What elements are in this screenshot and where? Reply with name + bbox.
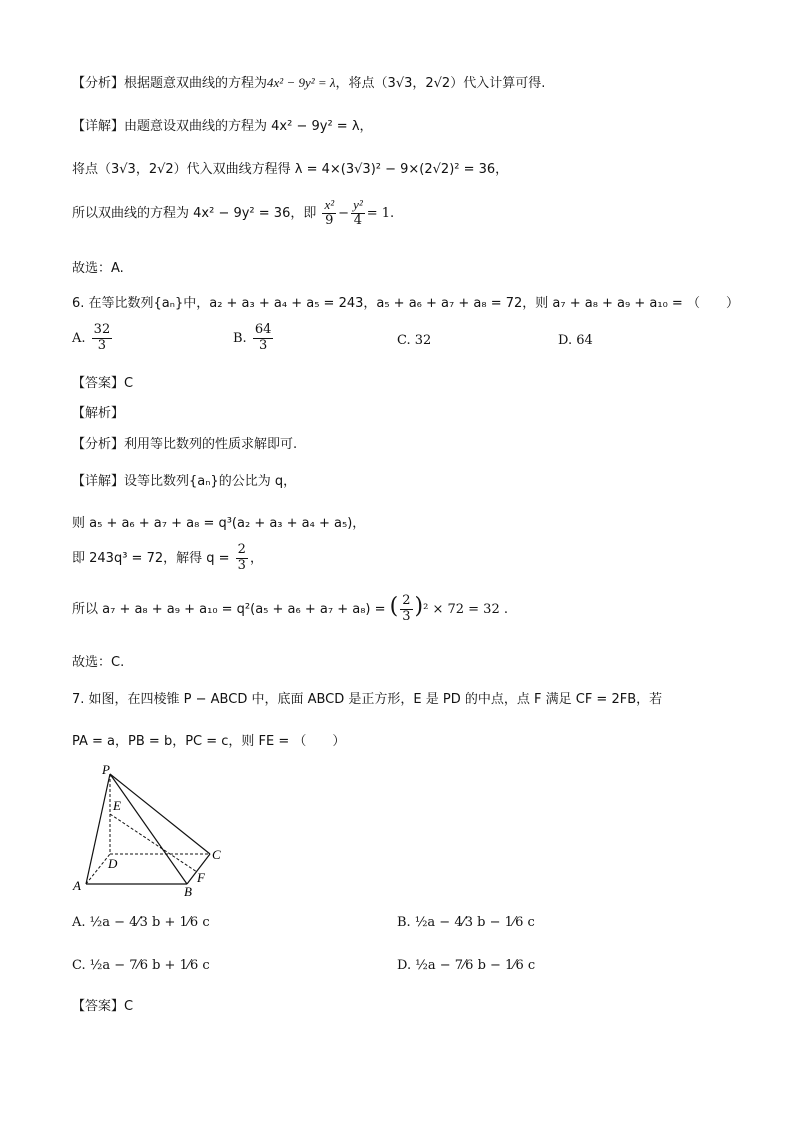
label-b: B [184,884,192,897]
q6-option-d: D. 64 [558,333,593,348]
option-label: B. [233,330,247,346]
explain-tag: 【解析】 [72,406,125,421]
label-a: A [73,878,81,893]
frac-denominator: 3 [258,337,268,353]
question-text: PA = a，PB = b，PC = c，则 FE = （ ） [72,734,346,749]
answer-line-q6 [72,372,133,391]
substitution-text: 将点（3√3，2√2）代入双曲线方程得 λ = 4×(3√3)² − 9×(2√2)² = 36， [72,162,509,177]
explain-line-q6 [72,402,124,421]
question-6-stem [72,292,739,311]
segment-ef [110,814,197,872]
choice-text: 故选：C. [72,655,125,670]
step-text: 所以 a₇ + a₈ + a₉ + a₁₀ = q²(a₅ + a₆ + a₇ + a₈) = [72,602,386,617]
frac-denominator: 3 [97,337,107,353]
answer-tag: 【答案】 [72,999,125,1014]
left-paren: ( [389,594,399,619]
frac-numerator: 64 [254,322,272,337]
detail-line-q5 [72,115,373,134]
detail-text: 设等比数列{aₙ}的公比为 q， [124,474,297,489]
frac-denominator: 4 [353,212,363,228]
edge-pc [110,774,210,854]
detail-tag: 【详解】 [72,119,125,134]
frac-numerator: 32 [93,322,111,337]
analysis-line-q5 [72,72,545,91]
q7-option-b: B. ½a − 4⁄3 b − 1⁄6 c [397,915,535,930]
choice-line-q6 [72,651,124,670]
analysis-line-q6 [72,433,297,452]
minus-sign: − [338,205,350,221]
analysis-text: 利用等比数列的性质求解即可. [124,437,298,452]
step-text: 即 243q³ = 72，解得 q = [72,550,230,566]
question-7-stem-2 [72,730,345,749]
analysis-text-tail: ，将点（3√3，2√2）代入计算可得. [335,76,546,91]
hyperbola-equation: 4x² − 9y² = λ [267,75,336,90]
detail-text: 由题意设双曲线的方程为 4x² − 9y² = λ， [124,119,373,134]
q6-option-c: C. 32 [397,333,432,348]
q7-option-c: C. ½a − 7⁄6 b + 1⁄6 c [72,958,210,973]
detail-tag: 【详解】 [72,474,125,489]
pyramid-diagram [72,762,232,897]
label-d: D [108,856,118,871]
question-text: 6. 在等比数列{aₙ}中，a₂ + a₃ + a₄ + a₅ = 243，a₅ + a₆ + a₇ + a₈ = 72，则 a₇ + a₈ + a₉ + a₁₀ = （ ） [72,296,739,311]
result-equals: = 1. [366,205,395,221]
step-tail: ， [249,550,263,566]
label-p: P [102,762,110,777]
frac-denominator: 3 [402,609,411,624]
answer-tag: 【答案】 [72,376,125,391]
option-fraction [253,323,274,354]
analysis-tag: 【分析】 [72,76,125,91]
answer-line-q7 [72,995,133,1014]
fraction-x2-over-9 [322,198,336,229]
step-tail: ² × 72 = 32 . [423,602,508,617]
edge-pa [86,774,110,884]
label-f: F [197,870,205,885]
frac-numerator: x² [324,197,335,212]
option-fraction [92,323,113,354]
q7-option-d: D. ½a − 7⁄6 b − 1⁄6 c [397,958,536,973]
q7-option-a: A. ½a − 4⁄3 b + 1⁄6 c [72,915,210,930]
fraction-y2-over-4 [351,198,365,229]
q6-option-a [72,323,114,354]
analysis-tag: 【分析】 [72,437,125,452]
frac-denominator: 9 [325,212,334,228]
frac-numerator: 2 [237,542,246,557]
analysis-text: 根据题意双曲线的方程为 [124,76,268,91]
pyramid-figure [72,762,232,897]
frac-denominator: 3 [237,557,246,573]
step2-line-q6 [72,543,263,574]
answer-value: C [124,999,134,1014]
frac-numerator: 2 [402,593,411,609]
frac-numerator: y² [353,197,363,212]
question-7-stem-1 [72,688,662,707]
step3-line-q6 [72,594,508,625]
option-label: A. [72,330,86,346]
q-fraction [236,543,248,574]
edge-pb [110,774,187,884]
question-text: 7. 如图，在四棱锥 P − ABCD 中，底面 ABCD 是正方形，E 是 PD 的中点，点 F 满足 CF = 2FB，若 [72,692,663,707]
step1-line-q6 [72,512,365,531]
result-text: 所以双曲线的方程为 4x² − 9y² = 36，即 [72,205,317,221]
step-text: 则 a₅ + a₆ + a₇ + a₈ = q³(a₂ + a₃ + a₄ + a₅)， [72,516,366,531]
q6-option-b [233,323,275,354]
label-e: E [113,798,121,813]
answer-value: C [124,376,134,391]
ratio-fraction [400,594,412,625]
detail-line-q6 [72,470,296,489]
right-paren: ) [414,594,424,619]
choice-text: 故选：A. [72,261,124,276]
label-c: C [212,847,221,862]
choice-line-q5 [72,257,124,276]
result-line-q5 [72,198,394,229]
substitution-line [72,158,508,177]
